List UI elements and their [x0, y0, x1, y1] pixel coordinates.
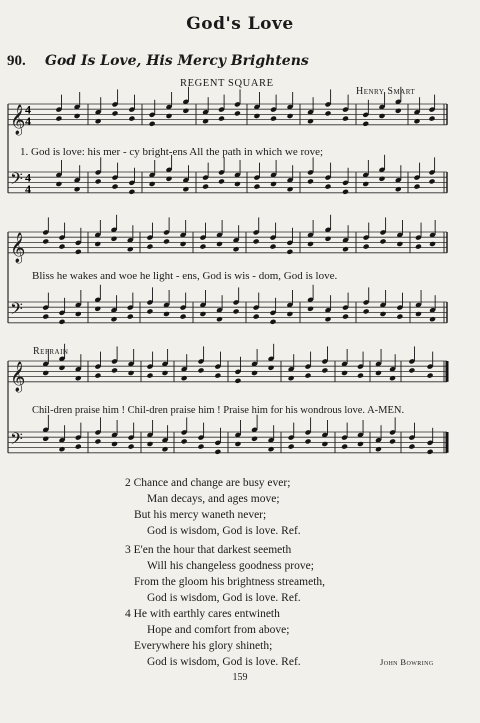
verse-number: 2: [125, 477, 131, 489]
tune-name: REGENT SQUARE: [180, 78, 274, 89]
note-head: [75, 444, 82, 450]
note-head: [427, 373, 434, 379]
note-head: [202, 118, 209, 124]
note-head: [389, 375, 396, 381]
note-head: [380, 238, 387, 244]
note-head: [74, 186, 81, 192]
note-head: [147, 441, 154, 447]
note-head: [42, 314, 49, 320]
treble-clef-icon: 𝄞: [10, 232, 26, 263]
note-head: [363, 244, 370, 250]
note-head: [95, 118, 102, 124]
note-head: [305, 438, 312, 444]
hymn-title: God Is Love, His Mercy Brightens: [45, 53, 309, 69]
note-head: [268, 365, 275, 371]
note-head: [251, 370, 258, 376]
lyrics-system-3: Chil-dren praise him ! Chil-dren praise him ! Praise him for his wondrous love. A-MEN.: [32, 405, 405, 416]
section-title: God's Love: [186, 14, 294, 34]
verse-line: E'en the hour that darkest seemeth: [133, 544, 292, 556]
note-head: [180, 241, 187, 247]
verse-number: 3: [125, 544, 131, 556]
note-head: [55, 181, 62, 187]
verse-line: God is wisdom, God is love. Ref.: [147, 592, 301, 604]
note-head: [218, 116, 225, 122]
note-head: [415, 311, 422, 317]
note-head: [321, 441, 328, 447]
bass-clef-icon: 𝄢: [10, 168, 23, 193]
note-head: [357, 373, 364, 379]
note-head: [270, 116, 277, 122]
note-head: [146, 308, 153, 314]
note-head: [253, 314, 260, 320]
note-head: [198, 444, 205, 450]
note-head: [234, 378, 241, 384]
verse-line: Chance and change are busy ever;: [133, 477, 291, 489]
verse-2: [125, 475, 301, 539]
note-head: [234, 110, 241, 116]
note-head: [325, 236, 332, 242]
note-head: [379, 176, 386, 182]
note-head: [94, 373, 101, 379]
note-head: [268, 446, 275, 452]
note-head: [363, 308, 370, 314]
note-head: [75, 311, 82, 317]
bass-clef-icon: 𝄢: [10, 298, 23, 323]
verse-4: [125, 606, 301, 670]
note-head: [375, 446, 382, 452]
note-head: [198, 367, 205, 373]
hymn-number: 90.: [7, 53, 26, 69]
note-head: [95, 178, 102, 184]
note-head: [94, 241, 101, 247]
verse-line: He with earthly cares entwineth: [133, 608, 280, 620]
note-head: [182, 108, 189, 114]
note-head: [341, 444, 348, 450]
verse-line: Everywhere his glory shineth;: [134, 640, 273, 652]
note-head: [233, 308, 240, 314]
note-head: [307, 118, 314, 124]
note-head: [429, 241, 436, 247]
note-head: [234, 181, 241, 187]
treble-clef-icon: 𝄞: [10, 361, 26, 392]
note-head: [112, 184, 119, 190]
note-head: [55, 116, 62, 122]
note-head: [342, 246, 349, 252]
note-head: [233, 246, 240, 252]
note-head: [307, 306, 314, 312]
note-head: [166, 176, 173, 182]
note-head: [94, 438, 101, 444]
note-head: [42, 370, 49, 376]
note-head: [127, 314, 134, 320]
author: John Bowring: [380, 657, 434, 667]
note-head: [214, 449, 221, 455]
note-head: [270, 319, 277, 325]
note-head: [149, 181, 156, 187]
note-head: [59, 365, 66, 371]
note-head: [415, 244, 422, 250]
lyrics-system-1: 1. God is love: his mer - cy bright-ens All the path in which we rove;: [20, 146, 324, 158]
note-head: [166, 113, 173, 119]
note-head: [146, 244, 153, 250]
note-head: [181, 438, 188, 444]
lyrics-system-2: Bliss he wakes and woe he light - ens, God is wis - dom, God is love.: [32, 270, 338, 282]
note-head: [216, 316, 223, 322]
refrain-label: Refrain: [33, 346, 69, 357]
bass-clef-icon: 𝄢: [10, 428, 23, 453]
note-head: [75, 375, 82, 381]
note-head: [127, 246, 134, 252]
note-head: [288, 375, 295, 381]
note-head: [163, 311, 170, 317]
verse-line: God is wisdom, God is love. Ref.: [147, 525, 301, 537]
note-head: [389, 438, 396, 444]
note-head: [199, 311, 206, 317]
verse-line: Man decays, and ages move;: [147, 493, 280, 505]
note-head: [342, 189, 349, 195]
note-head: [380, 311, 387, 317]
note-head: [111, 367, 118, 373]
note-head: [429, 178, 436, 184]
note-head: [270, 244, 277, 250]
note-head: [111, 441, 118, 447]
note-head: [396, 241, 403, 247]
note-head: [128, 370, 135, 376]
note-head: [199, 244, 206, 250]
note-head: [214, 373, 221, 379]
note-head: [128, 116, 135, 122]
verse-line: From the gloom his brightness streameth,: [134, 576, 326, 588]
note-head: [59, 244, 66, 250]
note-head: [42, 238, 49, 244]
verse-3: [125, 542, 325, 606]
note-head: [112, 110, 119, 116]
time-signature-icon: 4: [25, 170, 31, 185]
note-head: [342, 116, 349, 122]
note-head: [408, 367, 415, 373]
note-head: [395, 108, 402, 114]
page-number: 159: [232, 672, 248, 683]
note-head: [286, 249, 293, 255]
note-head: [111, 236, 118, 242]
note-head: [162, 370, 169, 376]
verse-line: Will his changeless goodness prove;: [147, 560, 314, 572]
time-signature-icon: 4: [25, 102, 31, 117]
note-head: [253, 184, 260, 190]
note-head: [395, 186, 402, 192]
note-head: [288, 444, 295, 450]
note-head: [218, 178, 225, 184]
note-head: [287, 186, 294, 192]
note-head: [286, 311, 293, 317]
time-signature-icon: 4: [25, 181, 31, 196]
note-head: [341, 370, 348, 376]
note-head: [182, 186, 189, 192]
verse-line: Hope and comfort from above;: [147, 624, 290, 636]
note-head: [59, 446, 66, 452]
time-signature-icon: 4: [25, 113, 31, 128]
note-head: [287, 113, 294, 119]
note-head: [321, 367, 328, 373]
note-head: [163, 238, 170, 244]
note-head: [342, 314, 349, 320]
verse-line: But his mercy waneth never;: [134, 509, 267, 521]
note-head: [357, 441, 364, 447]
note-head: [429, 316, 436, 322]
note-head: [362, 121, 369, 127]
note-head: [94, 306, 101, 312]
note-head: [408, 444, 415, 450]
note-head: [74, 113, 81, 119]
note-head: [375, 370, 382, 376]
note-head: [111, 316, 118, 322]
verse-line: God is wisdom, God is love. Ref.: [147, 656, 301, 668]
note-head: [307, 241, 314, 247]
note-head: [42, 436, 49, 442]
note-head: [202, 184, 209, 190]
note-head: [362, 181, 369, 187]
note-head: [325, 316, 332, 322]
treble-clef-icon: 𝄞: [10, 104, 26, 135]
note-head: [414, 184, 421, 190]
note-head: [128, 189, 135, 195]
note-head: [216, 241, 223, 247]
note-head: [253, 238, 260, 244]
note-head: [325, 184, 332, 190]
note-head: [149, 121, 156, 127]
note-head: [427, 449, 434, 455]
note-head: [234, 441, 241, 447]
note-head: [307, 178, 314, 184]
composer: Henry Smart: [356, 86, 416, 97]
verse-number: 4: [125, 608, 131, 620]
note-head: [414, 118, 421, 124]
note-head: [162, 446, 169, 452]
note-head: [128, 444, 135, 450]
note-head: [180, 314, 187, 320]
note-head: [396, 314, 403, 320]
note-head: [305, 373, 312, 379]
note-head: [253, 113, 260, 119]
note-head: [379, 113, 386, 119]
note-head: [325, 110, 332, 116]
note-head: [59, 319, 66, 325]
note-head: [251, 436, 258, 442]
note-head: [181, 375, 188, 381]
note-head: [429, 116, 436, 122]
note-head: [270, 181, 277, 187]
note-head: [75, 249, 82, 255]
note-head: [147, 373, 154, 379]
